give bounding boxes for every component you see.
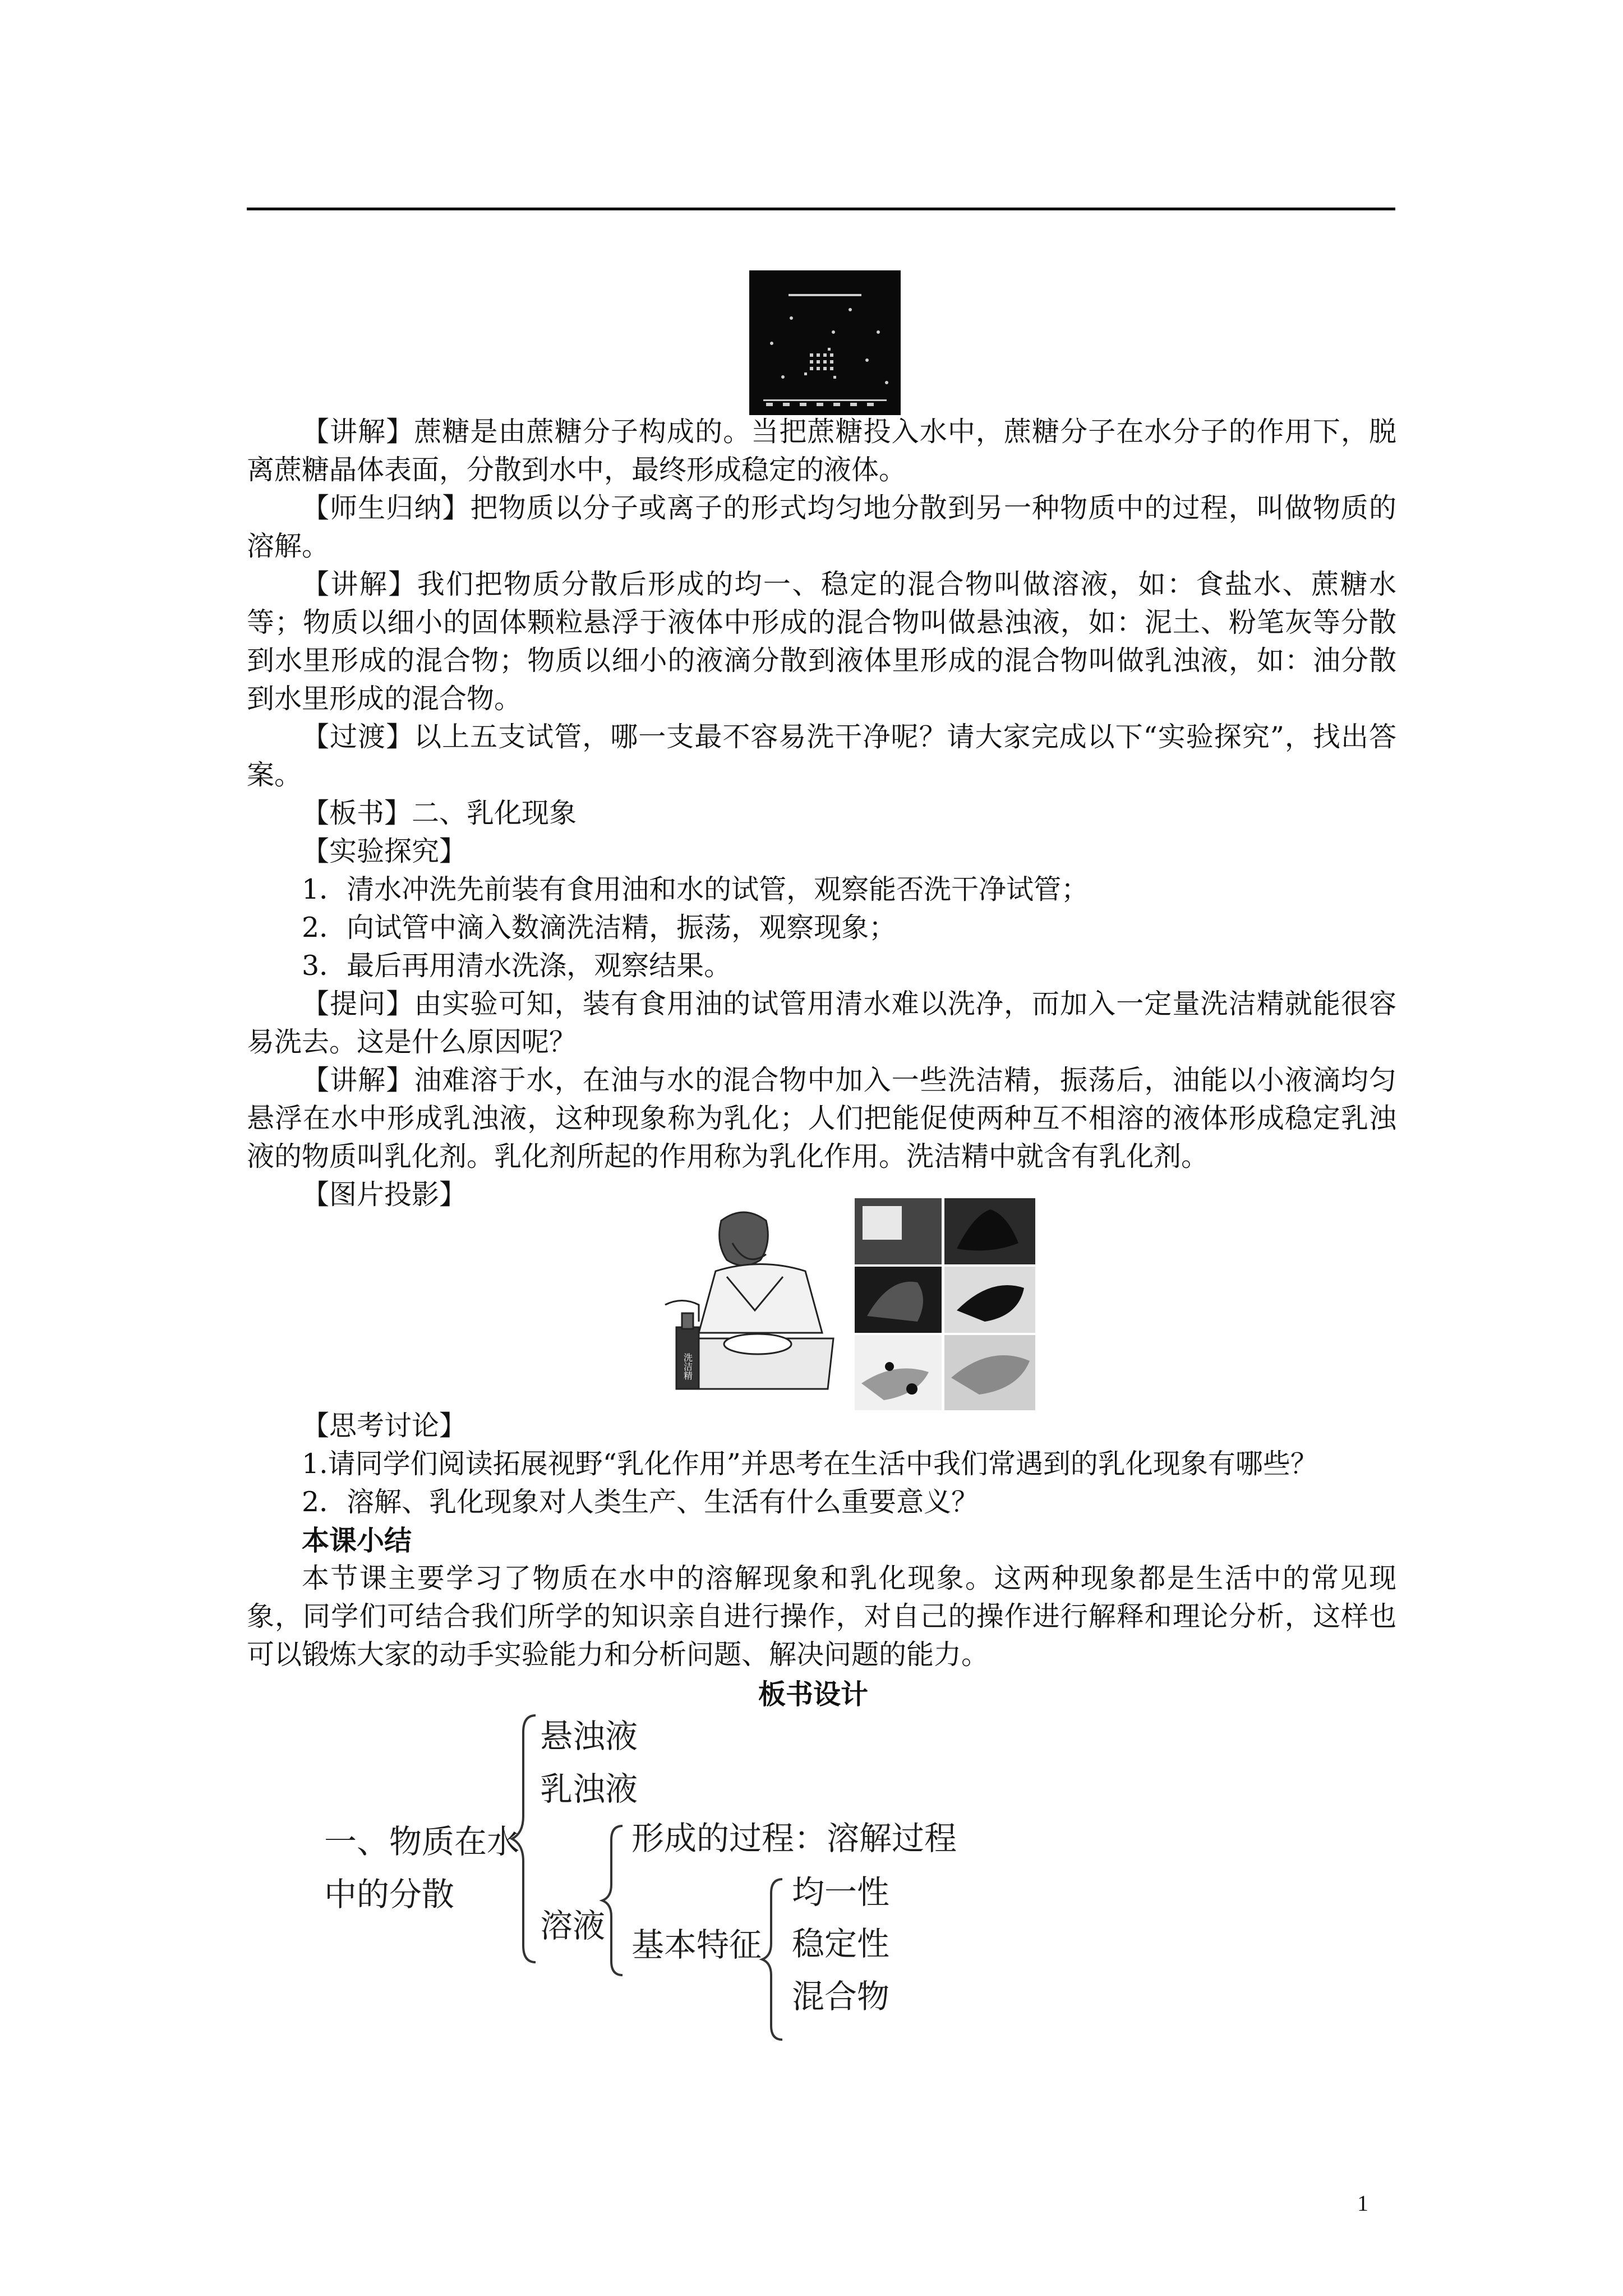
summary-heading: 本课小结 [302,1524,412,1557]
board-suspension: 悬浊液 [540,1717,638,1755]
board-design-title: 板书设计 [758,1678,868,1710]
summary-text: 本节课主要学习了物质在水中的溶解现象和乳化现象。这两种现象都是生活中的常见现象，同学们可结合我们所学的知识亲自进行操作，对自己的操作进行解释和理论分析，这样也可以锻炼大家的动手实验能力和分析问题、解决问题的能力。 [247,1562,1396,1671]
experiment-step-2: 2．向试管中滴入数滴洗洁精，振荡，观察现象； [302,912,897,944]
experiment-step-3: 3．最后再用清水洗涤，观察结果。 [302,950,732,982]
board-root-line1: 一、物质在水 [324,1823,520,1861]
board-emulsion: 乳浊液 [540,1770,638,1808]
paragraph-experiment-heading: 【实验探究】 [302,835,467,867]
board-root-line2: 中的分散 [324,1875,455,1913]
paragraph-transition: 【过渡】以上五支试管，哪一支最不容易洗干净呢？请大家完成以下“实验探究”，找出答案。 [247,721,1396,791]
paragraph-question: 【提问】由实验可知，装有食用油的试管用清水难以洗净，而加入一定量洗洁精就能很容易洗去。这是什么原因呢？ [247,988,1396,1058]
paragraph-summary-dissolution: 【师生归纳】把物质以分子或离子的形式均匀地分散到另一种物质中的过程，叫做物质的溶解。 [247,492,1396,562]
paragraph-image-projection: 【图片投影】 [302,1179,467,1211]
bottle-label: 洗洁精 [682,1353,693,1380]
discussion-item-1: 1.请同学们阅读拓展视野“乳化作用”并思考在生活中我们常遇到的乳化现象有哪些？ [302,1448,1318,1480]
discussion-item-2: 2．溶解、乳化现象对人类生产、生活有什么重要意义？ [302,1486,979,1518]
experiment-step-1: 1．清水冲洗先前装有食用油和水的试管，观察能否洗干净试管； [302,873,1089,905]
paragraph-explain-solution: 【讲解】我们把物质分散后形成的均一、稳定的混合物叫做溶液，如：食盐水、蔗糖水等；物质以细小的固体颗粒悬浮于液体中形成的混合物叫做悬浊液，如：泥土、粉笔灰等分散到水里形成的混合物；物质以细小的液滴分散到液体里形成的混合物叫做乳浊液，如：油分散到水里形成的混合物。 [247,568,1396,715]
board-feature-uniform: 均一性 [792,1873,890,1911]
board-solution: 溶液 [540,1907,606,1945]
paragraph-explain-sucrose: 【讲解】蔗糖是由蔗糖分子构成的。当把蔗糖投入水中，蔗糖分子在水分子的作用下，脱离蔗糖晶体表面，分散到水中，最终形成稳定的液体。 [247,416,1396,486]
board-feature-stable: 稳定性 [792,1925,890,1963]
discussion-heading: 【思考讨论】 [302,1410,467,1442]
paragraph-board-heading: 【板书】二、乳化现象 [302,797,577,829]
paragraph-explain-emulsify: 【讲解】油难溶于水，在油与水的混合物中加入一些洗洁精，振荡后，油能以小液滴均匀悬浮在水中形成乳浊液，这种现象称为乳化；人们把能促使两种互不相溶的液体形成稳定乳浊液的物质叫乳化剂。乳化剂所起的作用称为乳化作用。洗洁精中就含有乳化剂。 [247,1064,1396,1172]
page-number: 1 [1357,2191,1368,2216]
board-features: 基本特征 [631,1926,762,1964]
board-feature-mixture: 混合物 [792,1977,890,2016]
board-formation: 形成的过程：溶解过程 [631,1819,957,1857]
